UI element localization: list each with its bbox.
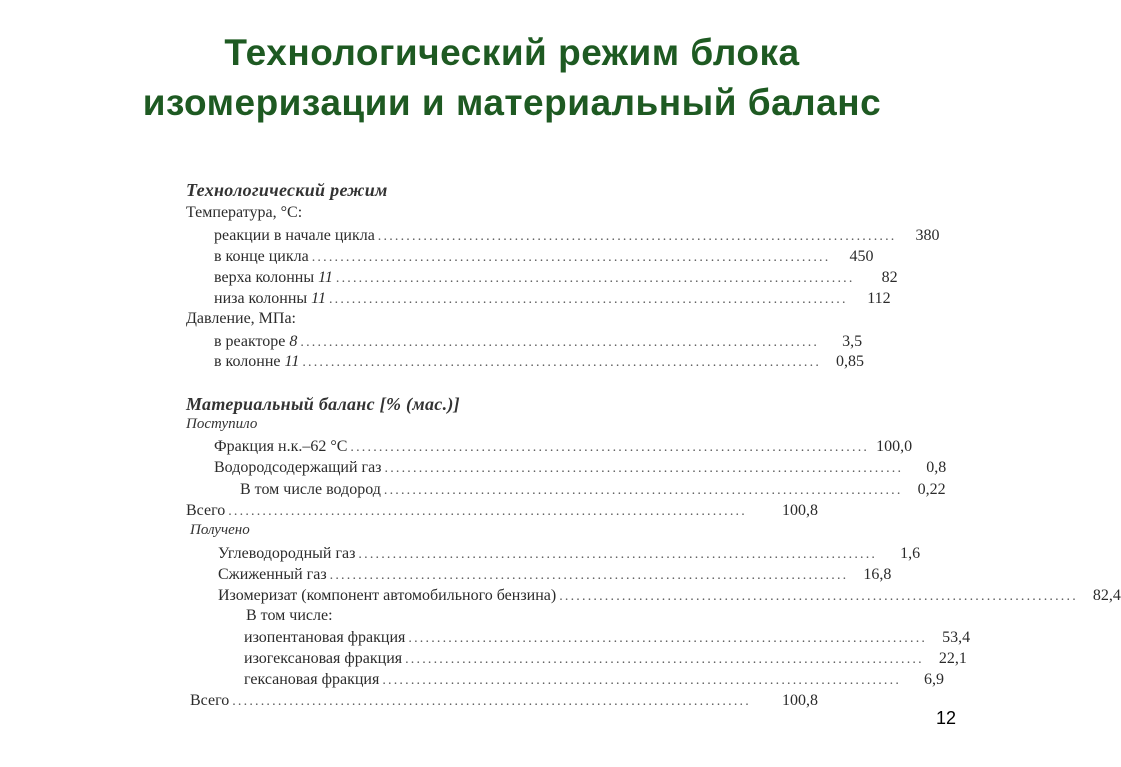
output-row (218, 565, 892, 586)
output-total-row (190, 691, 818, 712)
row-label: изопентановая фракция (244, 629, 406, 646)
row-value: 380 (915, 227, 940, 244)
pressure-row-column (214, 352, 865, 373)
temp-row-column-top (214, 268, 898, 289)
output-row (218, 586, 1121, 607)
row-label: Всего (190, 692, 230, 709)
pressure-label: Давление, МПа: (186, 310, 296, 327)
row-label: низа колонны 11 (214, 290, 326, 307)
leader-dots: ........................................................................................... (228, 504, 747, 519)
row-value: 22,1 (938, 650, 967, 667)
row-label: Углеводородный газ (218, 545, 356, 562)
row-label: реакции в начале цикла (214, 227, 375, 244)
row-ref: 11 (284, 353, 300, 370)
output-label: Получено (190, 522, 250, 538)
leader-dots: ........................................................................................... (408, 631, 928, 646)
row-label: верха колонны 11 (214, 269, 333, 286)
input-row (214, 458, 947, 479)
row-value: 82 (881, 269, 898, 286)
temp-row-end (214, 247, 874, 268)
temperature-label: Температура, °С: (186, 204, 303, 221)
row-value: 112 (867, 290, 891, 307)
regime-heading: Технологический режим (186, 180, 388, 200)
leader-dots: ........................................................................................... (300, 335, 820, 350)
input-label: Поступило (186, 416, 258, 432)
row-ref: 11 (318, 269, 333, 286)
row-value: 6,9 (924, 671, 945, 688)
row-label: в реакторе 8 (214, 333, 298, 350)
leader-dots: ........................................................................................... (383, 483, 903, 498)
leader-dots: ........................................................................................... (382, 673, 902, 688)
input-row (214, 437, 913, 458)
row-value: 0,22 (917, 481, 946, 498)
leader-dots: ........................................................................................... (329, 568, 849, 583)
output-row (218, 544, 921, 565)
leader-dots: ........................................................................................... (335, 271, 855, 286)
row-label: Всего (186, 502, 226, 519)
row-value: 3,5 (842, 333, 863, 350)
leader-dots: ........................................................................................... (350, 440, 870, 455)
row-label: Изомеризат (компонент автомобильного бензина) (218, 587, 557, 604)
scanned-table (184, 176, 1121, 716)
row-ref: 8 (289, 333, 298, 350)
row-label: гексановая фракция (244, 671, 380, 688)
temp-row-column-bottom (214, 289, 891, 310)
slide-title-line-2: изомеризации и материальный баланс (142, 82, 882, 123)
leader-dots: ........................................................................................... (232, 694, 751, 709)
row-value: 100,8 (782, 692, 818, 709)
leader-dots: ........................................................................................... (559, 589, 1078, 604)
fraction-row (244, 628, 971, 649)
row-value: 1,6 (900, 545, 921, 562)
temp-row-start (214, 226, 940, 247)
pressure-row-reactor (214, 332, 863, 353)
slide-title (0, 28, 1024, 128)
including-label: В том числе: (246, 607, 333, 624)
input-row (240, 480, 946, 501)
leader-dots: ........................................................................................... (358, 547, 878, 562)
page-number: 12 (936, 708, 957, 728)
row-label: в колонне 11 (214, 353, 300, 370)
row-value: 82,4 (1092, 587, 1121, 604)
row-label: Фракция н.к.–62 °С (214, 438, 348, 455)
leader-dots: ........................................................................................... (405, 652, 924, 667)
leader-dots: ........................................................................................... (302, 355, 822, 370)
row-value: 450 (849, 248, 874, 265)
row-value: 16,8 (863, 566, 892, 583)
fraction-row (244, 649, 967, 670)
row-label: изогексановая фракция (244, 650, 403, 667)
row-value: 0,8 (926, 459, 947, 476)
row-ref: 11 (311, 290, 326, 307)
leader-dots: ........................................................................................... (328, 292, 848, 307)
leader-dots: ........................................................................................... (311, 250, 831, 265)
input-total-row (186, 501, 818, 522)
row-label: в конце цикла (214, 248, 309, 265)
row-value: 53,4 (942, 629, 971, 646)
row-value: 100,8 (782, 502, 818, 519)
row-label: В том числе водород (240, 481, 381, 498)
row-value: 0,85 (836, 353, 865, 370)
slide-title-line-1: Технологический режим блока (224, 32, 800, 73)
row-label: Сжиженный газ (218, 566, 327, 583)
leader-dots: ........................................................................................... (377, 229, 897, 244)
row-label: Водородсодержащий газ (214, 459, 382, 476)
row-value: 100,0 (876, 438, 913, 455)
leader-dots: ........................................................................................... (384, 461, 904, 476)
fraction-row (244, 670, 945, 691)
balance-heading: Материальный баланс [% (мас.)] (186, 394, 460, 414)
